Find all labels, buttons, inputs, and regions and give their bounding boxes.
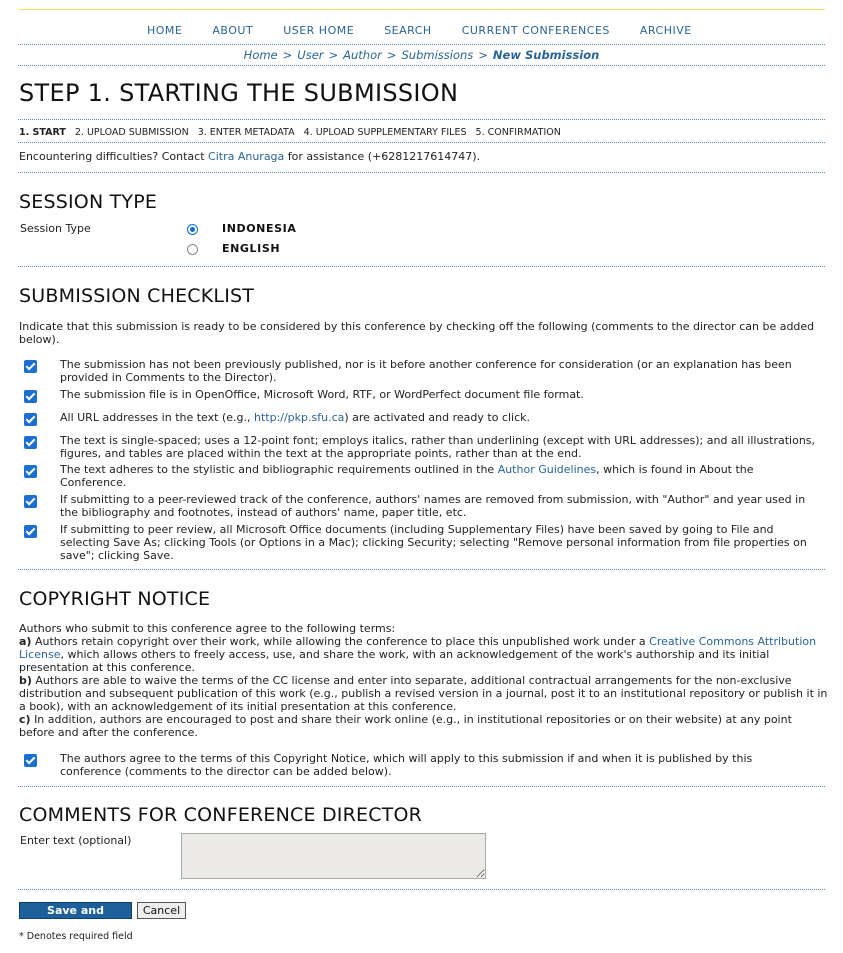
term-a-pre: Authors retain copyright over their work, while allowing the conference to place this unpublished work under a bbox=[34, 635, 646, 648]
checklist-checkbox-5[interactable] bbox=[24, 465, 37, 478]
nav-about[interactable]: ABOUT bbox=[212, 24, 254, 37]
divider bbox=[18, 889, 825, 890]
session-option-english: ENGLISH bbox=[222, 242, 281, 255]
term-c-text: In addition, authors are encouraged to post and share their work online (e.g., in institutional repositories or on their website) at any point before and after the conference. bbox=[19, 713, 792, 739]
session-type-label: Session Type bbox=[20, 222, 91, 235]
breadcrumb-separator: > bbox=[478, 48, 488, 62]
top-rule bbox=[18, 9, 825, 10]
step-enter-metadata[interactable]: 3. ENTER METADATA bbox=[197, 127, 295, 138]
page-title: STEP 1. STARTING THE SUBMISSION bbox=[19, 79, 459, 107]
comments-heading: COMMENTS FOR CONFERENCE DIRECTOR bbox=[19, 804, 423, 826]
term-a-label: a) bbox=[19, 635, 32, 648]
contact-suffix: for assistance (+6281217614747). bbox=[287, 150, 481, 163]
breadcrumb-separator: > bbox=[282, 48, 293, 62]
breadcrumb bbox=[18, 46, 825, 66]
checklist-checkbox-3[interactable] bbox=[24, 413, 37, 426]
session-type-heading: SESSION TYPE bbox=[19, 191, 158, 213]
breadcrumb-home[interactable]: Home bbox=[243, 48, 278, 62]
term-b-label: b) bbox=[19, 674, 32, 687]
term-b-text: Authors are able to waive the terms of the CC license and enter into separate, additional contractual arrangements for the non-exclusive distribution and subsequent publication of this work (e.g., publish a revised version in a journal, post it to an institutional repository or publish it in a book), with an acknowledgement of its initial presentation at this conference. bbox=[19, 674, 828, 713]
divider bbox=[18, 119, 825, 120]
contact-line bbox=[19, 150, 480, 163]
checklist-item-5-post: , which is found in About the Conference. bbox=[60, 463, 754, 489]
checklist-item-2: The submission file is in OpenOffice, Microsoft Word, RTF, or WordPerfect document file format. bbox=[60, 388, 584, 401]
copyright-terms bbox=[19, 622, 829, 739]
breadcrumb-author[interactable]: Author bbox=[343, 48, 382, 62]
checklist-item-7: If submitting to peer review, all Microsoft Office documents (including Supplementary Files) have been saved by going to File and selecting Save As; clicking Tools (or Options in a Mac); clicking Security; selecting "Remove personal information from file properties on save"; clicking Save. bbox=[60, 523, 807, 562]
checklist-checkbox-6[interactable] bbox=[24, 495, 37, 508]
copyright-term-c bbox=[19, 713, 829, 739]
checklist-heading: SUBMISSION CHECKLIST bbox=[19, 285, 255, 307]
comments-textarea[interactable] bbox=[181, 833, 486, 879]
step-upload-submission[interactable]: 2. UPLOAD SUBMISSION bbox=[74, 127, 189, 138]
breadcrumb-user[interactable]: User bbox=[297, 48, 324, 62]
term-a-post: , which allows others to freely access, use, and share the work, with an acknowledgement of the work's authorship and its initial presentation at this conference. bbox=[19, 648, 770, 674]
copyright-agree-checkbox[interactable] bbox=[24, 754, 37, 767]
term-c-label: c) bbox=[19, 713, 31, 726]
step-upload-supplementary[interactable]: 4. UPLOAD SUPPLEMENTARY FILES bbox=[303, 127, 467, 138]
checklist-checkbox-7[interactable] bbox=[24, 525, 37, 538]
breadcrumb-submissions[interactable]: Submissions bbox=[401, 48, 474, 62]
nav-search[interactable]: SEARCH bbox=[384, 24, 432, 37]
divider bbox=[18, 786, 825, 787]
contact-prefix: Encountering difficulties? Contact bbox=[19, 150, 205, 163]
copyright-heading: COPYRIGHT NOTICE bbox=[19, 588, 211, 610]
step-indicator bbox=[19, 127, 567, 138]
required-field-note: * Denotes required field bbox=[19, 931, 133, 942]
session-radio-indonesia[interactable] bbox=[187, 224, 198, 235]
checklist-item-3-post: ) are activated and ready to click. bbox=[344, 411, 530, 424]
contact-link[interactable]: Citra Anuraga bbox=[208, 150, 285, 163]
copyright-intro: Authors who submit to this conference agree to the following terms: bbox=[19, 622, 396, 635]
checklist-item-4: The text is single-spaced; uses a 12-point font; employs italics, rather than underlining (except with URL addresses); and all illustrations, figures, and tables are placed within the text at the appropriate points, rather than at the end. bbox=[60, 434, 816, 460]
nav-current-conferences[interactable]: CURRENT CONFERENCES bbox=[461, 24, 610, 37]
save-and-continue-button[interactable]: Save and continue bbox=[19, 902, 132, 919]
checklist-item-5 bbox=[60, 463, 820, 489]
author-guidelines-link[interactable]: Author Guidelines bbox=[497, 463, 597, 476]
nav-archive[interactable]: ARCHIVE bbox=[639, 24, 692, 37]
checklist-checkbox-1[interactable] bbox=[24, 360, 37, 373]
breadcrumb-new-submission[interactable]: New Submission bbox=[492, 48, 600, 62]
comments-label: Enter text (optional) bbox=[20, 834, 132, 847]
copyright-agree-text: The authors agree to the terms of this Copyright Notice, which will apply to this submission if and when it is published by this conference (comments to the director can be added below). bbox=[60, 752, 753, 778]
breadcrumb-separator: > bbox=[328, 48, 339, 62]
copyright-term-b bbox=[19, 674, 829, 713]
divider bbox=[18, 142, 825, 143]
cancel-button[interactable]: Cancel bbox=[137, 902, 186, 919]
step-confirmation[interactable]: 5. CONFIRMATION bbox=[475, 127, 561, 138]
main-navigation bbox=[18, 24, 825, 45]
nav-home[interactable]: HOME bbox=[147, 24, 183, 37]
nav-user-home[interactable]: USER HOME bbox=[283, 24, 355, 37]
divider bbox=[18, 266, 825, 267]
divider bbox=[18, 569, 825, 570]
checklist-item-1: The submission has not been previously published, nor is it before another conference for consideration (or an explanation has been provided in Comments to the Director). bbox=[60, 358, 792, 384]
checklist-checkbox-4[interactable] bbox=[24, 436, 37, 449]
checklist-item-3 bbox=[60, 411, 820, 424]
copyright-term-a bbox=[19, 635, 829, 674]
checklist-item-5-pre: The text adheres to the stylistic and bibliographic requirements outlined in the bbox=[60, 463, 495, 476]
session-option-indonesia: INDONESIA bbox=[222, 222, 297, 235]
checklist-checkbox-2[interactable] bbox=[24, 390, 37, 403]
session-radio-english[interactable] bbox=[187, 244, 198, 255]
pkp-link[interactable]: http://pkp.sfu.ca bbox=[253, 411, 345, 424]
checklist-intro: Indicate that this submission is ready to be considered by this conference by checking off the following (comments to the director can be added below). bbox=[19, 320, 815, 346]
checklist-item-6: If submitting to a peer-reviewed track of the conference, authors' names are removed from submission, with "Author" and year used in the bibliography and footnotes, instead of authors' name, paper title, etc. bbox=[60, 493, 806, 519]
step-start: 1. START bbox=[19, 127, 66, 138]
breadcrumb-separator: > bbox=[386, 48, 397, 62]
checklist-item-3-pre: All URL addresses in the text (e.g., bbox=[60, 411, 251, 424]
cc-license-link[interactable]: Creative Commons Attribution License bbox=[19, 635, 817, 661]
divider bbox=[18, 172, 825, 173]
